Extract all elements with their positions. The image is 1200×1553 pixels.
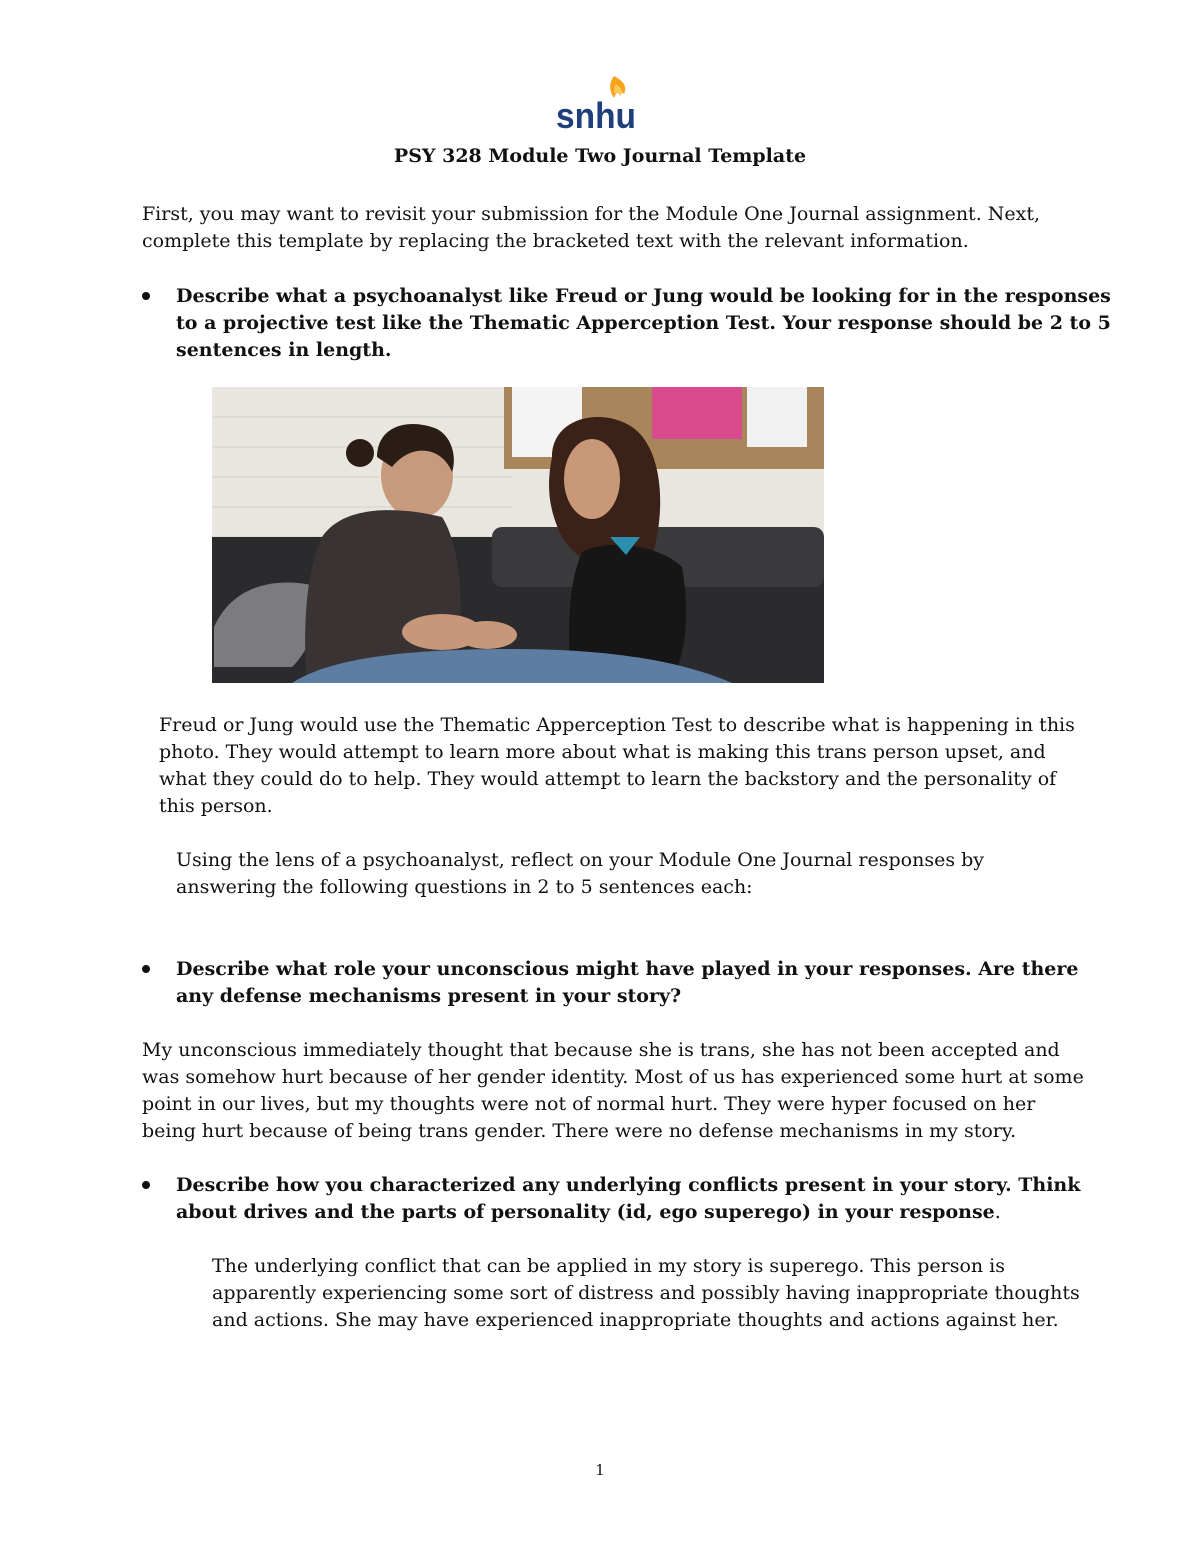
question-1-line-1: Describe what a psychoanalyst like Freud or Jung would be looking for in the responses [176,285,1111,307]
answer-3-line-2: apparently experiencing some sort of distress and possibly having inappropriate thoughts [212,1282,1080,1304]
bullet-icon [142,1181,150,1189]
document-title: PSY 328 Module Two Journal Template [393,145,807,167]
question-2-line-1: Describe what role your unconscious might have played in your responses. Are there [176,958,1079,980]
bullet-icon [142,292,150,300]
question-2-line-2: any defense mechanisms present in your story? [176,985,682,1007]
page-number: 1 [595,1461,605,1479]
lens-line-2: answering the following questions in 2 to 5 sentences each: [176,876,753,898]
photo-two-people-on-couch [212,387,824,683]
intro-line-2: complete this template by replacing the bracketed text with the relevant information. [142,230,969,252]
answer-1-line-3: what they could do to help. They would attempt to learn the backstory and the personality of [159,768,1057,790]
answer-2-line-1: My unconscious immediately thought that because she is trans, she has not been accepted and [142,1039,1060,1061]
bullet-icon [142,965,150,973]
lens-line-1: Using the lens of a psychoanalyst, reflect on your Module One Journal responses by [176,849,985,871]
question-3-line-2-end: . [994,1201,1001,1223]
answer-1-line-4: this person. [159,795,273,817]
answer-2-line-4: being hurt because of being trans gender. There were no defense mechanisms in my story. [142,1120,1017,1142]
answer-3-line-3: and actions. She may have experienced inappropriate thoughts and actions against her. [212,1309,1059,1331]
answer-1-line-1: Freud or Jung would use the Thematic Apperception Test to describe what is happening in this [159,714,1075,736]
answer-3-line-1: The underlying conflict that can be applied in my story is superego. This person is [212,1255,1005,1277]
answer-1-line-2: photo. They would attempt to learn more about what is making this trans person upset, and [159,741,1046,763]
question-1-line-3: sentences in length. [176,339,392,361]
logo-text: snhu [556,95,636,132]
question-3-line-2 [176,1199,1001,1226]
answer-2-line-2: was somehow hurt because of her gender identity. Most of us has experienced some hurt at some [142,1066,1084,1088]
answer-2-line-3: point in our lives, but my thoughts were not of normal hurt. They were hyper focused on her [142,1093,1036,1115]
question-3-line-2-bold: about drives and the parts of personality (id, ego superego) in your response [176,1201,995,1223]
intro-line-1: First, you may want to revisit your submission for the Module One Journal assignment. Next, [142,203,1041,225]
question-1-line-2: to a projective test like the Thematic Apperception Test. Your response should be 2 to 5 [176,312,1111,334]
question-3-line-1: Describe how you characterized any underlying conflicts present in your story. Think [176,1174,1081,1196]
snhu-logo [556,74,638,132]
